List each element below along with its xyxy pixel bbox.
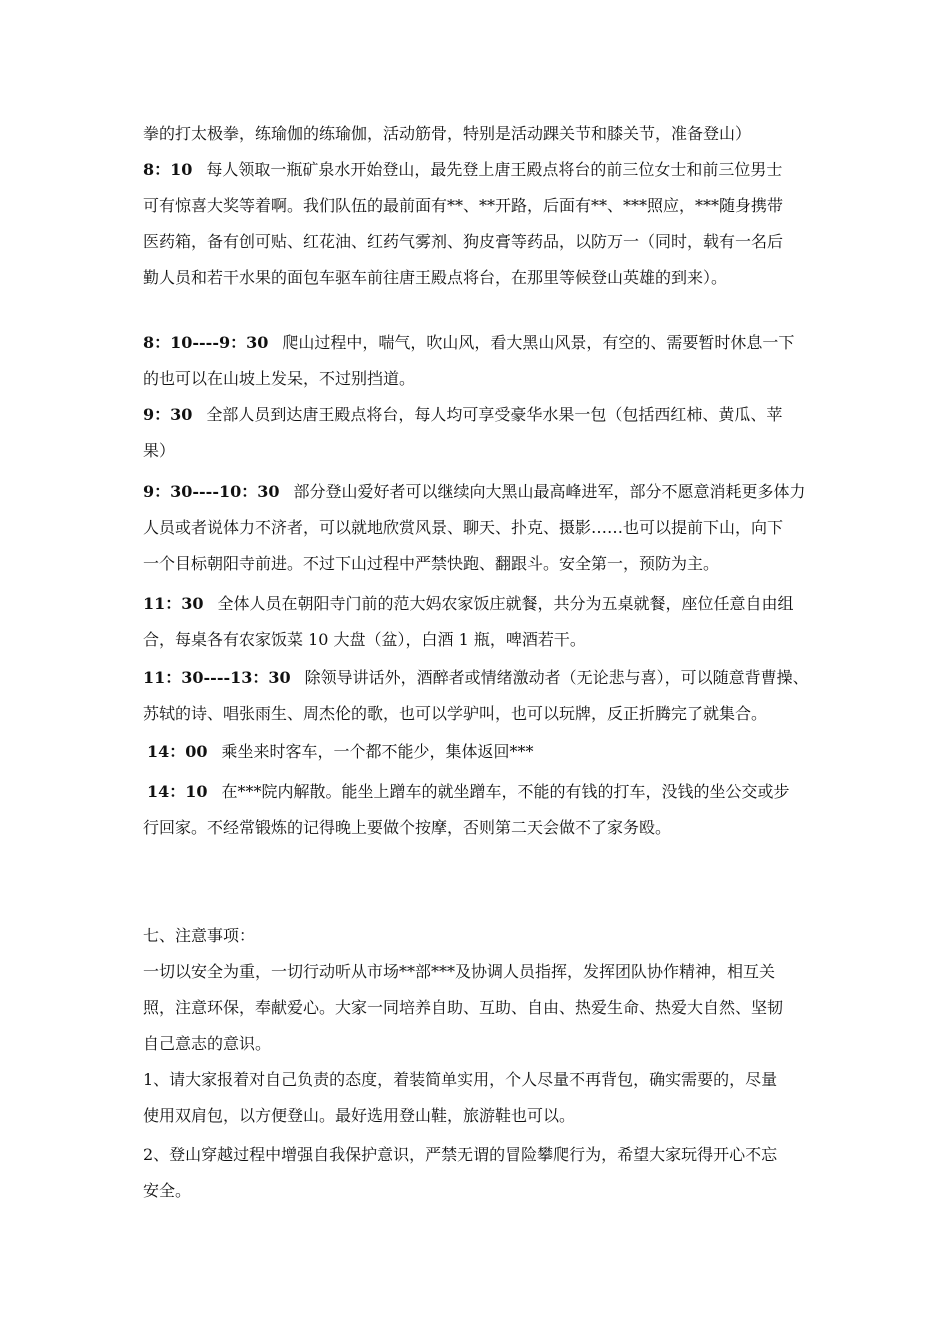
schedule-text: 勤人员和若干水果的面包车驱车前往唐王殿点将台，在那里等候登山英雄的到来）。 (143, 268, 728, 287)
schedule-text: 行回家。不经常锻炼的记得晚上要做个按摩，否则第二天会做不了家务殴。 (143, 818, 672, 837)
schedule-time: 9：30 (143, 405, 193, 424)
schedule-time: 8：10----9：30 (143, 333, 269, 352)
schedule-text: 医药箱，备有创可贴、红花油、红药气雾剂、狗皮膏等药品，以防万一（同时，载有一名后 (143, 232, 784, 251)
schedule-text: 全体人员在朝阳寺门前的范大妈农家饭庄就餐，共分为五桌就餐，座位任意自由组 (217, 594, 794, 613)
schedule-item-first-line (143, 405, 782, 425)
notes-text: 一切以安全为重，一切行动听从市场**部***及协调人员指挥，发挥团队协作精神，相互关 (143, 962, 776, 981)
schedule-item-first-line (143, 668, 809, 688)
notes-text: 2、登山穿越过程中增强自我保护意识，严禁无谓的冒险攀爬行为，希望大家玩得开心不忘 (143, 1145, 778, 1164)
schedule-text: 合，每桌各有农家饭菜 10 大盘（盆），白酒 1 瓶，啤酒若干。 (143, 630, 586, 649)
schedule-item-first-line (143, 482, 806, 502)
schedule-time: 14：10 (147, 782, 208, 801)
schedule-text: 可有惊喜大奖等着啊。我们队伍的最前面有**、**开路，后面有**、***照应，***随身携带 (143, 196, 784, 215)
schedule-text: 人员或者说体力不济者，可以就地欣赏风景、聊天、扑克、摄影……也可以提前下山，向下 (143, 518, 784, 537)
intro-line: 拳的打太极拳，练瑜伽的练瑜伽，活动筋骨，特别是活动踝关节和膝关节，准备登山） (143, 124, 752, 143)
schedule-text: 一个目标朝阳寺前进。不过下山过程中严禁快跑、翻跟斗。安全第一，预防为主。 (143, 554, 720, 573)
section-heading: 七、注意事项： (143, 926, 256, 945)
notes-text: 安全。 (143, 1181, 192, 1200)
schedule-text: 苏轼的诗、唱张雨生、周杰伦的歌，也可以学驴叫，也可以玩牌，反正折腾完了就集合。 (143, 704, 768, 723)
notes-text: 照，注意环保，奉献爱心。大家一同培养自助、互助、自由、热爱生命、热爱大自然、坚韧 (143, 998, 784, 1017)
schedule-text: 每人领取一瓶矿泉水开始登山，最先登上唐王殿点将台的前三位女士和前三位男士 (206, 160, 783, 179)
schedule-item-first-line (143, 333, 794, 353)
schedule-text: 的也可以在山坡上发呆，不过别挡道。 (143, 369, 416, 388)
schedule-text: 爬山过程中，喘气，吹山风，看大黑山风景，有空的、需要暂时休息一下 (282, 333, 795, 352)
notes-text: 使用双肩包，以方便登山。最好选用登山鞋，旅游鞋也可以。 (143, 1106, 576, 1125)
schedule-text: 除领导讲话外，酒醉者或情绪激动者（无论悲与喜），可以随意背曹操、 (304, 668, 809, 687)
schedule-text: 全部人员到达唐王殿点将台，每人均可享受豪华水果一包（包括西红柿、黄瓜、苹 (206, 405, 783, 424)
schedule-text: 在***院内解散。能坐上蹭车的就坐蹭车，不能的有钱的打车，没钱的坐公交或步 (221, 782, 790, 801)
schedule-item-first-line (147, 742, 534, 762)
schedule-text: 果） (143, 441, 176, 460)
schedule-time: 9：30----10：30 (143, 482, 280, 501)
schedule-text: 乘坐来时客车，一个都不能少，集体返回*** (221, 742, 534, 761)
schedule-time: 14：00 (147, 742, 208, 761)
schedule-time: 11：30----13：30 (143, 668, 291, 687)
schedule-item-first-line (147, 782, 790, 802)
schedule-text: 部分登山爱好者可以继续向大黑山最高峰进军，部分不愿意消耗更多体力 (293, 482, 806, 501)
notes-text: 自己意志的意识。 (143, 1034, 272, 1053)
notes-text: 1、请大家报着对自己负责的态度，着装简单实用，个人尽量不再背包，确实需要的，尽量 (143, 1070, 778, 1089)
schedule-item-first-line (143, 594, 794, 614)
schedule-time: 11：30 (143, 594, 204, 613)
schedule-item-first-line (143, 160, 782, 180)
schedule-time: 8：10 (143, 160, 193, 179)
